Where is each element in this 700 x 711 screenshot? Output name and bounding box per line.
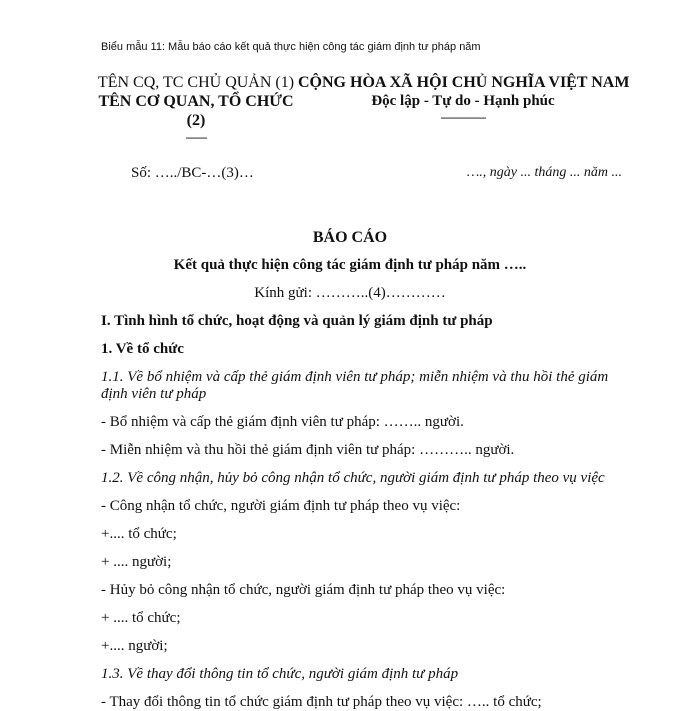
document-number: Số: …../BC-…(3)… bbox=[131, 165, 254, 181]
body-line-cancel-org-count: + .... tổ chức; bbox=[101, 610, 181, 626]
parent-agency-name: TÊN CQ, TC CHỦ QUẢN (1) bbox=[97, 74, 295, 91]
body-line-cancel-person-count: +.... người; bbox=[101, 638, 168, 654]
national-motto: Độc lập - Tự do - Hạnh phúc bbox=[371, 93, 555, 109]
left-divider: ------- bbox=[185, 130, 207, 144]
section-heading: I. Tình hình tổ chức, hoạt động và quản lý giám định tư pháp bbox=[101, 313, 493, 329]
body-line-person-count: + .... người; bbox=[101, 554, 172, 570]
body-line-recognize: - Công nhận tổ chức, người giám định tư pháp theo vụ việc: bbox=[101, 498, 461, 514]
body-line-dismiss: - Miễn nhiệm và thu hồi thẻ giám định viên tư pháp: ……….. người. bbox=[101, 442, 515, 458]
national-header bbox=[298, 73, 628, 123]
body-line-appoint: - Bổ nhiệm và cấp thẻ giám định viên tư pháp: …….. người. bbox=[101, 414, 464, 430]
report-title: BÁO CÁO bbox=[312, 229, 388, 246]
agency-name: TÊN CƠ QUAN, TỔ CHỨC bbox=[98, 93, 294, 110]
recipient-line: Kính gửi: ………..(4)………… bbox=[254, 285, 446, 301]
item-heading-1-2: 1.2. Về công nhận, hủy bỏ công nhận tổ chức, người giám định tư pháp theo vụ việc bbox=[101, 470, 605, 486]
body-line-change: - Thay đổi thông tin tổ chức giám định tư pháp theo vụ việc: ….. tổ chức; bbox=[101, 694, 542, 710]
item-heading-1-1: 1.1. Về bổ nhiệm và cấp thẻ giám định viên tư pháp; miễn nhiệm và thu hồi thẻ giám định viên tư pháp bbox=[101, 369, 609, 402]
agency-name-note: (2) bbox=[186, 112, 206, 129]
body-line-org-count: +.... tổ chức; bbox=[101, 526, 177, 542]
item-heading-1-3: 1.3. Về thay đổi thông tin tổ chức, người giám định tư pháp bbox=[101, 666, 459, 682]
subsection-heading: 1. Về tổ chức bbox=[101, 341, 184, 357]
document-date: …., ngày ... tháng ... năm ... bbox=[466, 165, 622, 180]
right-divider: --------------- bbox=[440, 110, 486, 124]
national-title: CỘNG HÒA XÃ HỘI CHỦ NGHĨA VIỆT NAM bbox=[298, 74, 630, 91]
issuing-agency-header bbox=[96, 73, 296, 144]
body-line-cancel: - Hủy bỏ công nhận tổ chức, người giám định tư pháp theo vụ việc: bbox=[101, 582, 506, 598]
form-note: Biểu mẫu 11: Mẫu báo cáo kết quả thực hiện công tác giám định tư pháp năm bbox=[101, 41, 481, 53]
report-subtitle: Kết quả thực hiện công tác giám định tư pháp năm ….. bbox=[173, 257, 527, 273]
